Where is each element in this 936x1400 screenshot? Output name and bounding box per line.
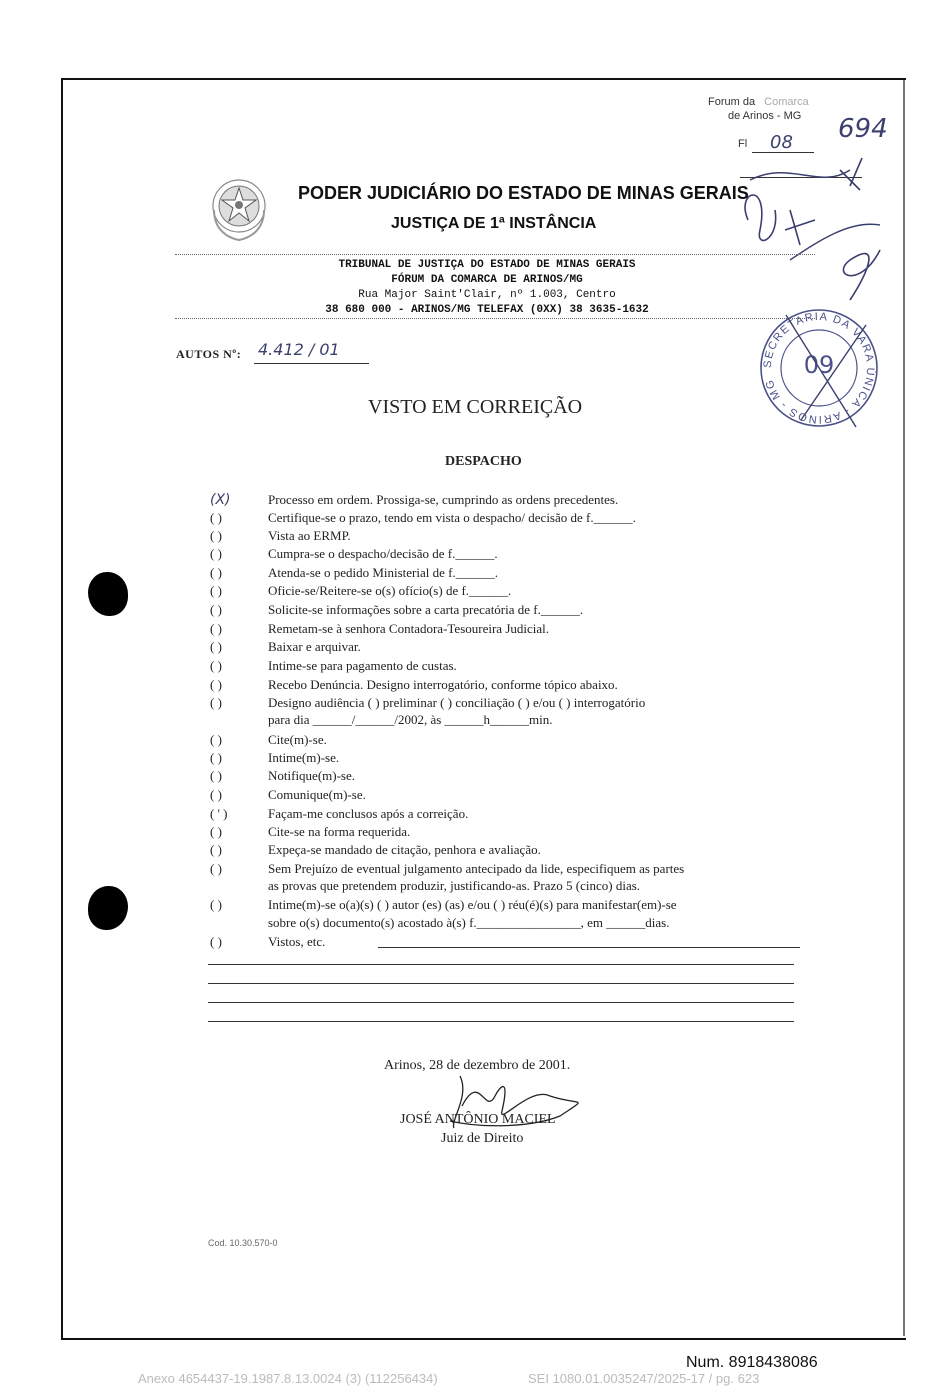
check-box: ( ): [210, 750, 222, 765]
list-item-continuation: para dia ______/______/2002, às ______h______min.: [268, 712, 553, 727]
check-box: ( ): [210, 583, 222, 598]
despacho-label: DESPACHO: [445, 454, 522, 469]
round-stamp-center: 09: [803, 351, 835, 379]
forum-stamp-comarca: Comarca: [764, 96, 809, 108]
check-box: ( ): [210, 732, 222, 747]
tribunal-address-block: [207, 258, 767, 318]
check-box: ( ): [210, 510, 222, 525]
tribunal-line-1: TRIBUNAL DE JUSTIÇA DO ESTADO DE MINAS GERAIS: [338, 259, 636, 271]
check-box: ( ): [210, 565, 222, 580]
check-box: ( ): [210, 824, 222, 839]
check-box: ( ): [210, 602, 222, 617]
check-box: ( ): [210, 658, 222, 673]
check-box: ( ): [210, 546, 222, 561]
list-item-text: Vistos, etc.: [268, 934, 326, 949]
list-item-text: Atenda-se o pedido Ministerial de f.______.: [268, 565, 498, 580]
list-item-text: Vista ao ERMP.: [268, 528, 351, 543]
signature-date: Arinos, 28 de dezembro de 2001.: [384, 1058, 571, 1073]
forum-stamp-line2: de Arinos - MG: [728, 110, 802, 122]
check-box: ( ): [210, 528, 222, 543]
check-box: ( ): [210, 787, 222, 802]
forum-stamp-fl-label: Fl: [738, 138, 748, 150]
list-item-text: Processo em ordem. Prossiga-se, cumprindo as ordens precedentes.: [268, 492, 619, 507]
forum-stamp-line1: Forum da Comarca: [708, 96, 809, 108]
list-item-continuation: as provas que pretendem produzir, justificando-as. Prazo 5 (cinco) dias.: [268, 878, 641, 893]
page-title: PODER JUDICIÁRIO DO ESTADO DE MINAS GERAIS: [298, 183, 749, 203]
form-code: Cod. 10.30.570-0: [208, 1238, 278, 1248]
list-item-text: Intime(m)-se o(a)(s) ( ) autor (es) (as) e/ou ( ) réu(é)(s) para manifestar(em)-se: [268, 897, 677, 912]
tribunal-line-2: FÓRUM DA COMARCA DE ARINOS/MG: [391, 274, 583, 286]
list-item-text: Baixar e arquivar.: [268, 639, 361, 654]
list-item-text: Cite-se na forma requerida.: [268, 824, 411, 839]
list-item-text: Intime-se para pagamento de custas.: [268, 658, 457, 673]
document-number: Num. 8918438086: [686, 1354, 818, 1371]
punch-hole-top: [88, 572, 128, 616]
autos-label: AUTOS Nº:: [176, 347, 242, 361]
list-item-text: Expeça-se mandado de citação, penhora e avaliação.: [268, 842, 541, 857]
list-item-text: Recebo Denúncia. Designo interrogatório, conforme tópico abaixo.: [268, 677, 618, 692]
footer-anexo: Anexo 4654437-19.1987.8.13.0024 (3) (112256434): [138, 1371, 438, 1386]
coat-of-arms-emblem: [208, 170, 270, 244]
list-item-text: Designo audiência ( ) preliminar ( ) conciliação ( ) e/ou ( ) interrogatório: [268, 695, 646, 710]
list-item-text: Remetam-se à senhora Contadora-Tesoureira Judicial.: [268, 621, 550, 636]
check-mark: (X): [210, 492, 231, 508]
list-item-text: Solicite-se informações sobre a carta precatória de f.______.: [268, 602, 584, 617]
check-box: ( ): [210, 842, 222, 857]
vistos-line: [378, 947, 800, 948]
tribunal-line-4: 38 680 000 - ARINOS/MG TELEFAX (0XX) 38 3635-1632: [325, 304, 649, 316]
judge-name: JOSÉ ANTÔNIO MACIEL: [400, 1112, 556, 1127]
judge-role: Juiz de Direito: [441, 1131, 524, 1146]
list-item-text: Intime(m)-se.: [268, 750, 340, 765]
list-item-continuation: sobre o(s) documento(s) acostado à(s) f.________________, em ______dias.: [268, 915, 670, 930]
page-edge: [903, 80, 905, 1336]
list-item-text: Oficie-se/Reitere-se o(s) ofício(s) de f.______.: [268, 583, 512, 598]
blank-line: [208, 1002, 794, 1003]
handwritten-page-number: 694: [838, 114, 888, 144]
list-item-text: Notifique(m)-se.: [268, 768, 356, 783]
page-subtitle: JUSTIÇA DE 1ª INSTÂNCIA: [391, 215, 597, 232]
heading-visto-em-correicao: VISTO EM CORREIÇÃO: [368, 396, 583, 418]
divider-bottom: [175, 318, 815, 319]
check-box: ( ): [210, 861, 222, 876]
round-stamp-text: SECRETARIA DA VARA ÚNICA · ARINOS - MG: [761, 310, 877, 426]
check-box: ( ): [210, 897, 222, 912]
list-item-text: Façam-me conclusos após a correição.: [268, 806, 469, 821]
check-box: ( ' ): [210, 806, 228, 821]
list-item-text: Certifique-se o prazo, tendo em vista o despacho/ decisão de f.______.: [268, 510, 636, 525]
check-box: ( ): [210, 677, 222, 692]
check-box: ( ): [210, 639, 222, 654]
check-box: ( ): [210, 695, 222, 710]
check-box: ( ): [210, 768, 222, 783]
divider-top: [175, 254, 815, 255]
blank-line: [208, 964, 794, 965]
blank-line: [208, 983, 794, 984]
forum-stamp-fl-value: 08: [770, 132, 793, 153]
list-item-text: Cite(m)-se.: [268, 732, 327, 747]
footer-sei: SEI 1080.01.0035247/2025-17 / pg. 623: [528, 1371, 760, 1386]
list-item-text: Comunique(m)-se.: [268, 787, 366, 802]
autos-underline: [254, 363, 369, 364]
check-box: ( ): [210, 621, 222, 636]
check-box: ( ): [210, 934, 222, 949]
secretaria-round-stamp: [756, 305, 882, 431]
list-item-text: Cumpra-se o despacho/decisão de f.______.: [268, 546, 498, 561]
list-item-text: Sem Prejuízo de eventual julgamento antecipado da lide, especifiquem as partes: [268, 861, 685, 876]
blank-line: [208, 1021, 794, 1022]
autos-number: 4.412 / 01: [258, 340, 340, 359]
tribunal-line-3: Rua Major Saint'Clair, nº 1.003, Centro: [358, 289, 616, 301]
